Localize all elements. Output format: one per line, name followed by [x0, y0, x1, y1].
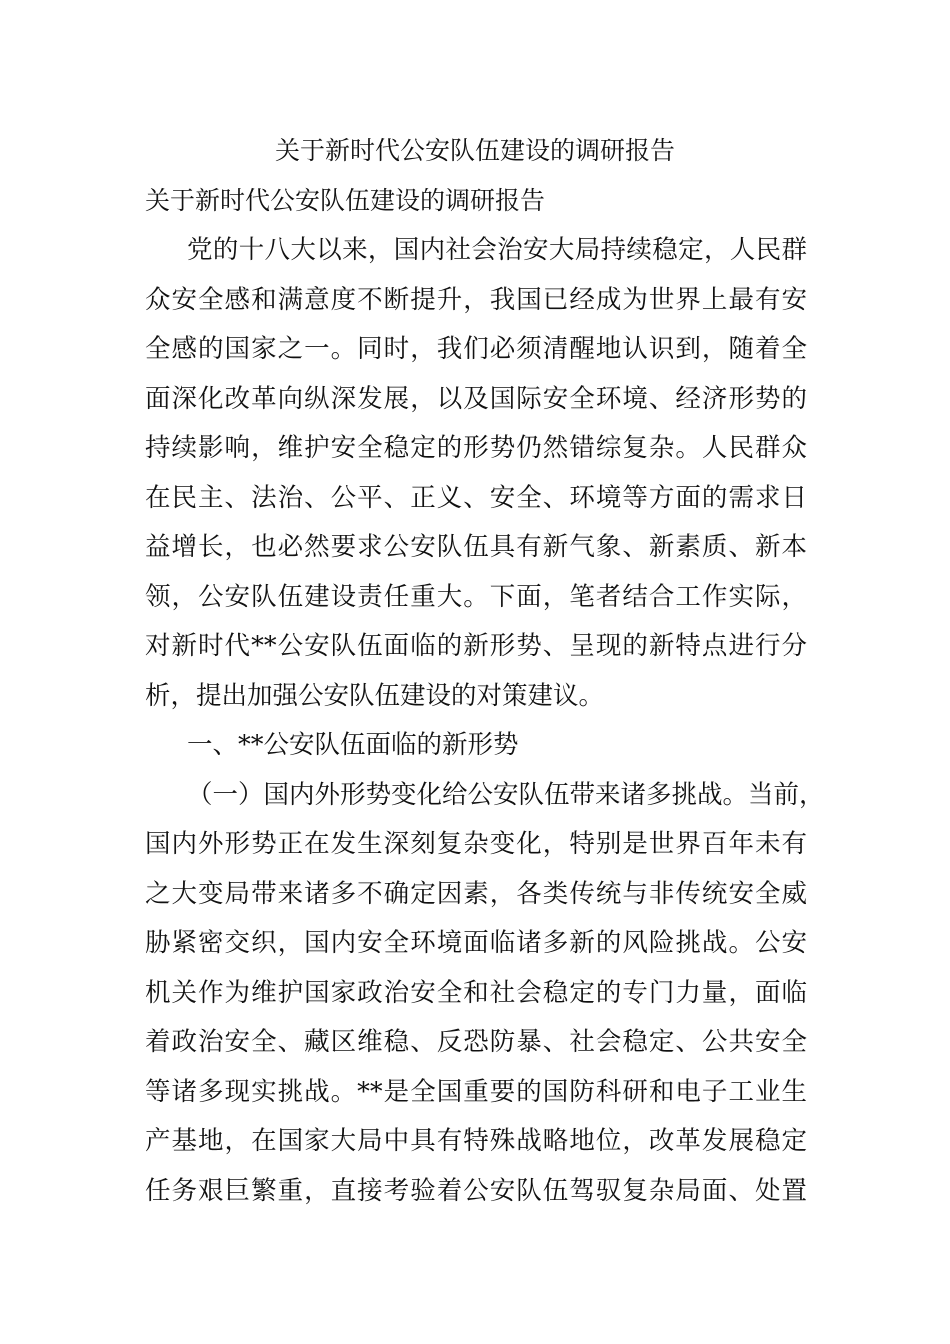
document-title: 关于新时代公安队伍建设的调研报告	[274, 136, 675, 165]
paragraph-line: 面深化改革向纵深发展，以及国际安全环境、经济形势的	[145, 383, 807, 414]
paragraph-line: 全感的国家之一。同时，我们必须清醒地认识到，随着全	[145, 334, 807, 364]
paragraph-line: 对新时代**公安队伍面临的新形势、呈现的新特点进行分	[145, 631, 807, 661]
paragraph-line: 国内外形势正在发生深刻复杂变化，特别是世界百年未有	[145, 829, 807, 859]
paragraph-line: 众安全感和满意度不断提升，我国已经成为世界上最有安	[145, 284, 807, 315]
paragraph-line: 等诸多现实挑战。**是全国重要的国防科研和电子工业生	[145, 1076, 807, 1107]
section-heading: 一、**公安队伍面临的新形势	[187, 730, 519, 760]
paragraph-line: 在民主、法治、公平、正义、安全、环境等方面的需求日	[145, 482, 807, 513]
paragraph-line: 产基地，在国家大局中具有特殊战略地位，改革发展稳定	[145, 1126, 807, 1156]
paragraph-line: 析，提出加强公安队伍建设的对策建议。	[145, 680, 605, 711]
paragraph-line: 机关作为维护国家政治安全和社会稳定的专门力量，面临	[145, 977, 807, 1008]
document-subtitle: 关于新时代公安队伍建设的调研报告	[145, 186, 546, 215]
paragraph-line: 任务艰巨繁重，直接考验着公安队伍驾驭复杂局面、处置	[145, 1175, 807, 1206]
paragraph-line: 之大变局带来诸多不确定因素，各类传统与非传统安全威	[145, 878, 807, 909]
paragraph-line: 益增长，也必然要求公安队伍具有新气象、新素质、新本	[145, 532, 807, 562]
paragraph-line: 胁紧密交织，国内安全环境面临诸多新的风险挑战。公安	[145, 928, 807, 958]
paragraph-line: 领，公安队伍建设责任重大。下面，笔者结合工作实际，	[145, 581, 807, 612]
paragraph-line: 着政治安全、藏区维稳、反恐防暴、社会稳定、公共安全	[145, 1027, 807, 1057]
document-body	[145, 226, 825, 1216]
paragraph-line: 党的十八大以来，国内社会治安大局持续稳定，人民群	[187, 235, 807, 265]
paragraph-line: （一）国内外形势变化给公安队伍带来诸多挑战。当前，	[187, 779, 825, 810]
paragraph-line: 持续影响，维护安全稳定的形势仍然错综复杂。人民群众	[145, 433, 807, 463]
